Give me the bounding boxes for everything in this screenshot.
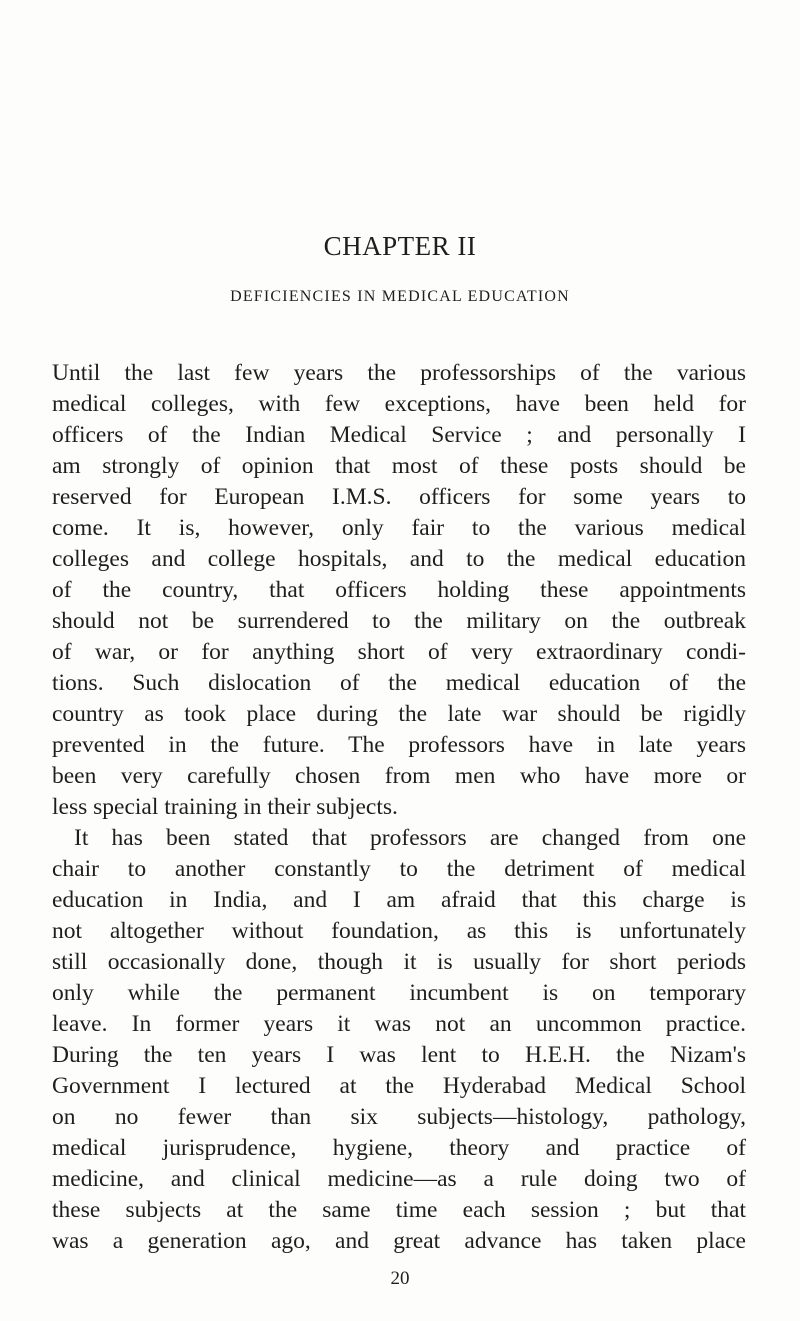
text-line: medical colleges, with few exceptions, have been held for <box>52 391 746 417</box>
chapter-title: CHAPTER II <box>323 231 477 261</box>
page-number: 20 <box>390 1268 410 1289</box>
text-line: reserved for European I.M.S. officers for some years to <box>52 484 746 510</box>
body-text <box>52 358 746 1257</box>
text-line: leave. In former years it was not an uncommon practice. <box>52 1011 746 1037</box>
text-line: on no fewer than six subjects—histology, pathology, <box>52 1104 746 1130</box>
text-line: tions. Such dislocation of the medical education of the <box>52 670 746 696</box>
text-line: Government I lectured at the Hyderabad Medical School <box>52 1073 746 1099</box>
text-line: medical jurisprudence, hygiene, theory and practice of <box>52 1135 746 1161</box>
text-line: come. It is, however, only fair to the various medical <box>52 515 746 541</box>
text-line: medicine, and clinical medicine—as a rule doing two of <box>52 1166 746 1192</box>
text-line: was a generation ago, and great advance has taken place <box>52 1228 746 1254</box>
chapter-subtitle: DEFICIENCIES IN MEDICAL EDUCATION <box>230 288 570 305</box>
text-line: prevented in the future. The professors have in late years <box>52 732 746 758</box>
text-line: officers of the Indian Medical Service ; and personally I <box>52 422 746 448</box>
text-line: Until the last few years the professorships of the various <box>52 360 746 386</box>
text-line: colleges and college hospitals, and to the medical education <box>52 546 746 572</box>
text-line: these subjects at the same time each session ; but that <box>52 1197 746 1223</box>
text-line: chair to another constantly to the detriment of medical <box>52 856 746 882</box>
text-line: During the ten years I was lent to H.E.H. the Nizam's <box>52 1042 746 1068</box>
text-line: It has been stated that professors are changed from one <box>74 825 746 851</box>
text-line: still occasionally done, though it is usually for short periods <box>52 949 746 975</box>
text-line: am strongly of opinion that most of these posts should be <box>52 453 746 479</box>
text-line: education in India, and I am afraid that this charge is <box>52 887 746 913</box>
text-line: of war, or for anything short of very extraordinary condi- <box>52 639 746 665</box>
text-line: not altogether without foundation, as this is unfortunately <box>52 918 746 944</box>
text-line: of the country, that officers holding these appointments <box>52 577 746 603</box>
text-line: country as took place during the late war should be rigidly <box>52 701 746 727</box>
text-line: been very carefully chosen from men who have more or <box>52 763 746 789</box>
text-line: should not be surrendered to the military on the outbreak <box>52 608 746 634</box>
text-line: less special training in their subjects. <box>52 794 398 820</box>
text-line: only while the permanent incumbent is on temporary <box>52 980 746 1006</box>
